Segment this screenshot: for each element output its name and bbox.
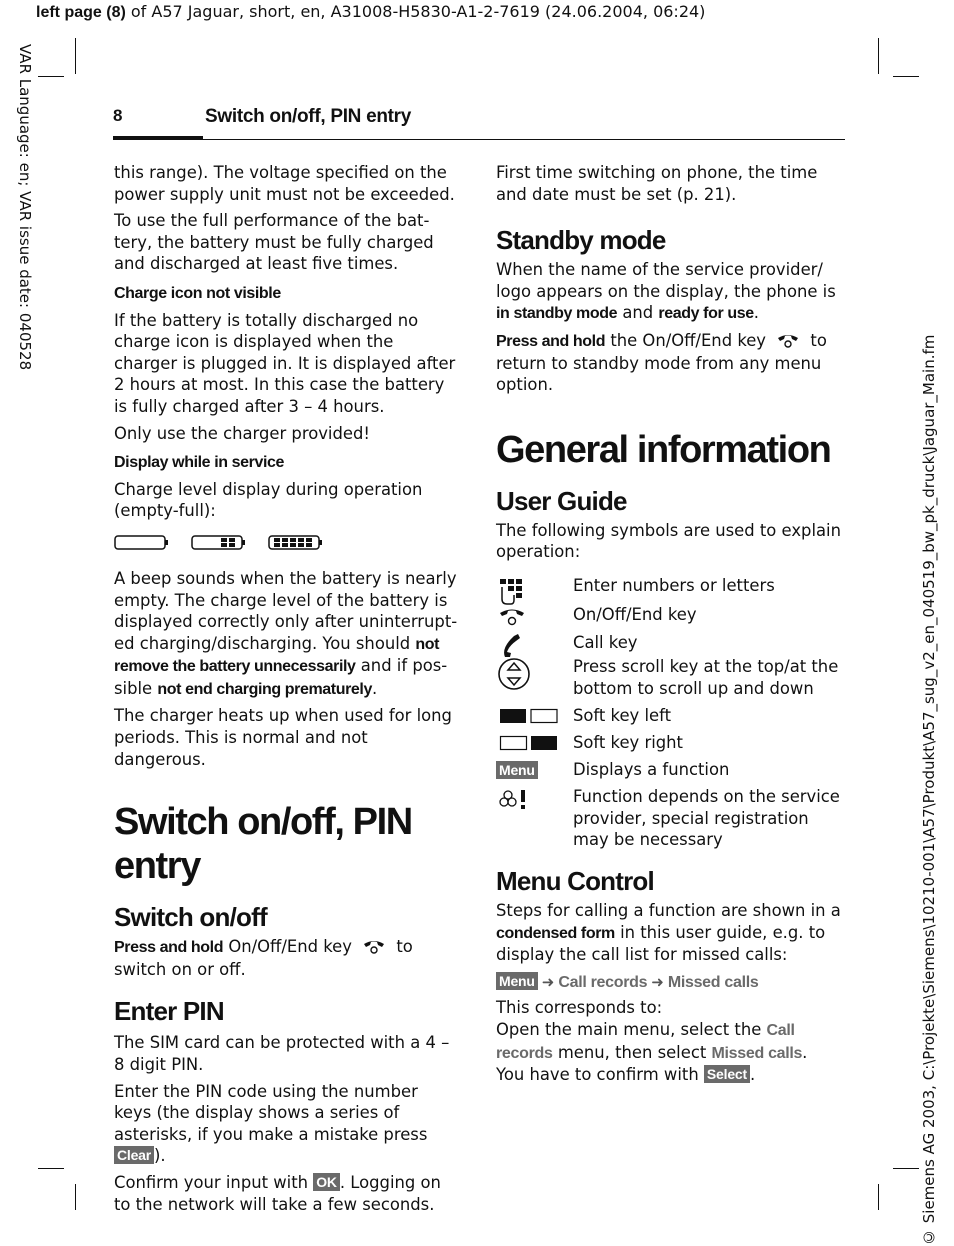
end-key-icon xyxy=(361,939,387,955)
right-column xyxy=(496,162,844,568)
symbol-description: Enter numbers or letters xyxy=(573,576,775,595)
paragraph: Confirm your input with OK . Logging on to the network will take a few seconds. xyxy=(114,1173,441,1214)
paragraph: this range). The voltage specified on the power supply unit must not be exceeded. xyxy=(114,163,455,204)
paragraph: Press and hold the On/Off/End key to return to standby mode from any menu option. xyxy=(496,330,827,395)
clear-key: Clear xyxy=(114,1146,154,1164)
crop-mark xyxy=(38,76,64,77)
battery-level-icons xyxy=(114,532,460,554)
end-key-icon xyxy=(496,604,528,630)
paragraph: When the name of the service provider/ logo appears on the display, the phone is in standby mode and ready for use. xyxy=(496,260,836,323)
crop-mark xyxy=(878,1184,879,1210)
menu-control-section xyxy=(496,866,844,1086)
menu-key: Menu xyxy=(496,761,538,779)
print-info-line: left page (8) of A57 Jaguar, short, en, A31008-H5830-A1-2-7619 (24.06.2004, 06:24) xyxy=(36,2,706,21)
left-column xyxy=(114,162,460,1220)
crop-mark xyxy=(75,38,76,74)
symbol-description: Soft key right xyxy=(573,733,683,752)
section-heading: Standby mode xyxy=(496,225,666,256)
section-heading: Enter PIN xyxy=(114,996,224,1027)
paragraph: Steps for calling a function are shown in a condensed form in this user guide, e.g. to display the call list for missed calls: xyxy=(496,901,841,965)
paragraph: A beep sounds when the battery is nearly empty. The charge level of the battery is displayed correctly only after uninterrupt-ed charging/discharging. You should not remove the battery unnecessarily and if pos-sible not end charging prematurely. xyxy=(114,568,458,698)
symbol-description: On/Off/End key xyxy=(573,605,697,624)
paragraph: First time switching on phone, the time and date must be set (p. 21). xyxy=(496,163,818,204)
side-info-right: © Siemens AG 2003, C:\Projekte\Siemens\10210-001\A57\Produkt\A57_sug_v2_en_040519_bw_pk_druck\Jaguar_Main.fm xyxy=(920,334,938,1246)
crop-mark xyxy=(893,76,919,77)
header-rule xyxy=(113,136,203,140)
paragraph: The charger heats up when used for long periods. This is normal and not dangerous. xyxy=(114,706,452,769)
call-key-icon xyxy=(496,632,528,658)
paragraph: The following symbols are used to explain operation: xyxy=(496,520,841,562)
section-heading: Menu Control xyxy=(496,866,654,896)
select-key: Select xyxy=(704,1065,750,1083)
symbol-description: Press scroll key at the top/at the bottom to scroll up and down xyxy=(573,657,839,698)
symbol-description: Soft key left xyxy=(573,706,671,725)
subheading: Display while in service xyxy=(114,454,285,472)
symbol-description: Call key xyxy=(573,633,638,652)
paragraph: To use the full performance of the bat-tery, the battery must be fully charged and discharged at least five times. xyxy=(114,211,434,274)
paragraph: Only use the charger provided! xyxy=(114,423,370,443)
subheading: Charge icon not visible xyxy=(114,284,281,302)
side-info-left: VAR Language: en; VAR issue date: 040528 xyxy=(16,44,34,371)
battery-half-icon xyxy=(191,532,247,552)
section-heading: Switch on/off xyxy=(114,902,267,933)
battery-full-icon xyxy=(268,532,324,552)
scroll-key-icon xyxy=(496,656,532,692)
paragraph: Charge level display during operation (empty-full): xyxy=(114,479,423,521)
menu-key: Menu xyxy=(496,972,538,990)
paragraph: Press and hold On/Off/End key to switch on or off. xyxy=(114,937,413,979)
symbol-description: Function depends on the service provider, special registration may be necessary xyxy=(573,787,840,850)
soft-key-left-icon xyxy=(496,705,560,727)
paragraph: Enter the PIN code using the number keys (the display shows a series of asterisks, if you make a mistake press Clear ). xyxy=(114,1081,428,1166)
section-heading: User Guide xyxy=(496,485,627,516)
soft-key-right-icon xyxy=(496,732,560,754)
page-number: 8 xyxy=(113,106,123,125)
paragraph: The SIM card can be protected with a 4 – 8 digit PIN. xyxy=(114,1033,450,1075)
crop-mark xyxy=(893,1168,919,1169)
ok-key: OK xyxy=(313,1173,340,1191)
arrow-right-icon: ➜ xyxy=(651,972,664,991)
paragraph: If the battery is totally discharged no charge icon is displayed when the charger is plugged in. It is displayed after 2 hours at most. In this case the battery is fully charged after 3 – 4 hours. xyxy=(114,310,456,416)
keypad-icon xyxy=(496,575,528,607)
section-title: Switch on/off, PIN entry xyxy=(114,801,412,888)
menu-path: Menu ➜ Call records ➜ Missed calls xyxy=(496,971,844,994)
network-service-icon xyxy=(496,786,532,812)
symbol-description: Displays a function xyxy=(573,760,730,779)
end-key-icon xyxy=(775,333,801,349)
crop-mark xyxy=(75,1184,76,1210)
page-header-title: Switch on/off, PIN entry xyxy=(205,106,412,127)
crop-mark xyxy=(878,38,879,74)
paragraph: This corresponds to: xyxy=(496,998,663,1018)
paragraph: You have to confirm with Select . xyxy=(496,1065,756,1085)
crop-mark xyxy=(38,1168,64,1169)
header-rule xyxy=(203,139,845,140)
arrow-right-icon: ➜ xyxy=(541,972,555,991)
section-title: General information xyxy=(496,428,831,471)
paragraph: Open the main menu, select the Call records menu, then select Missed calls. xyxy=(496,1019,808,1062)
battery-empty-icon xyxy=(114,532,170,552)
